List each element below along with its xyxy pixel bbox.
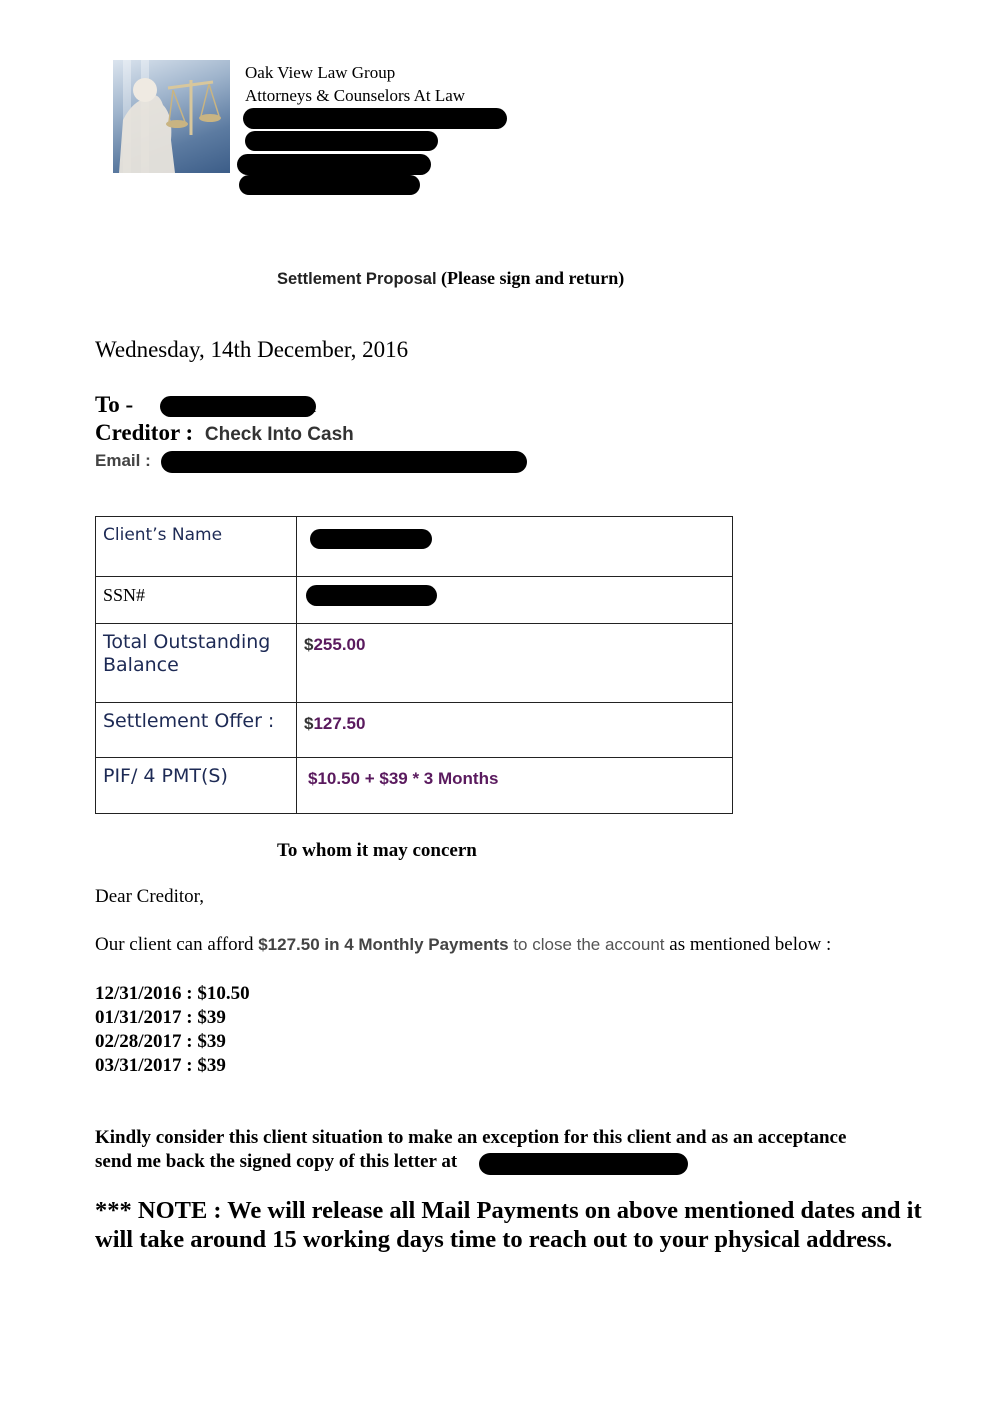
email-line [95,451,151,471]
payment-schedule [95,982,250,1078]
redaction-client-name [310,529,432,549]
concern-heading: To whom it may concern [277,840,477,861]
table-row [96,624,733,703]
ssn-value [297,577,733,624]
redaction-address-line-4 [239,175,420,195]
table-row [96,758,733,814]
table-row [96,517,733,577]
afford-amount: $127.50 in 4 Monthly Payments [258,935,509,954]
proposal-title [277,268,624,289]
schedule-item: 03/31/2017 : $39 [95,1055,226,1076]
firm-logo [113,60,230,173]
table-row [96,703,733,758]
note-paragraph: *** NOTE : We will release all Mail Payments on above mentioned dates and it will take around 15 working days time to reach out to your physical address. [95,1197,922,1253]
scales-of-justice-icon [113,60,230,173]
redaction-address-line-2 [245,131,438,151]
firm-subtitle: Attorneys & Counselors At Law [245,86,466,105]
redaction-email [161,451,527,473]
redaction-to-name [160,396,316,417]
proposal-title-main: Settlement Proposal [277,270,437,288]
creditor-line [95,420,354,446]
settlement-table [95,516,733,814]
settlement-offer-value: $127.50 [297,703,733,758]
email-label: Email : [95,451,151,470]
payment-plan-label: PIF/ 4 PMT(S) [96,758,297,814]
redaction-address-line-3 [237,154,431,175]
afford-paragraph: Our client can afford $127.50 in 4 Monthly Payments to close the account as mentioned below : [95,934,832,955]
redaction-return-email [479,1153,688,1175]
payment-plan-value: $10.50 + $39 * 3 Months [297,758,733,814]
kindly-paragraph: Kindly consider this client situation to make an exception for this client and as an acceptance send me back the signed copy of this letter at [95,1127,847,1172]
client-name-label: Client’s Name [96,517,297,577]
letter-date: Wednesday, 14th December, 2016 [95,337,409,362]
ssn-label: SSN# [96,577,297,624]
schedule-item: 01/31/2017 : $39 [95,1007,226,1028]
creditor-label: Creditor : [95,420,194,445]
schedule-item: 12/31/2016 : $10.50 [95,983,250,1004]
creditor-value: Check Into Cash [204,424,354,445]
greeting: Dear Creditor, [95,886,204,907]
total-balance-label: Total Outstanding Balance [96,624,297,703]
settlement-offer-label: Settlement Offer : [96,703,297,758]
firm-name: Oak View Law Group [245,63,396,82]
redaction-ssn [306,585,437,606]
table-row [96,577,733,624]
schedule-item: 02/28/2017 : $39 [95,1031,226,1052]
to-label: To - [95,392,134,417]
total-balance-value: $255.00 [297,624,733,703]
proposal-title-sub: (Please sign and return) [441,268,625,288]
client-name-value [297,517,733,577]
redaction-address-line-1 [243,108,507,129]
